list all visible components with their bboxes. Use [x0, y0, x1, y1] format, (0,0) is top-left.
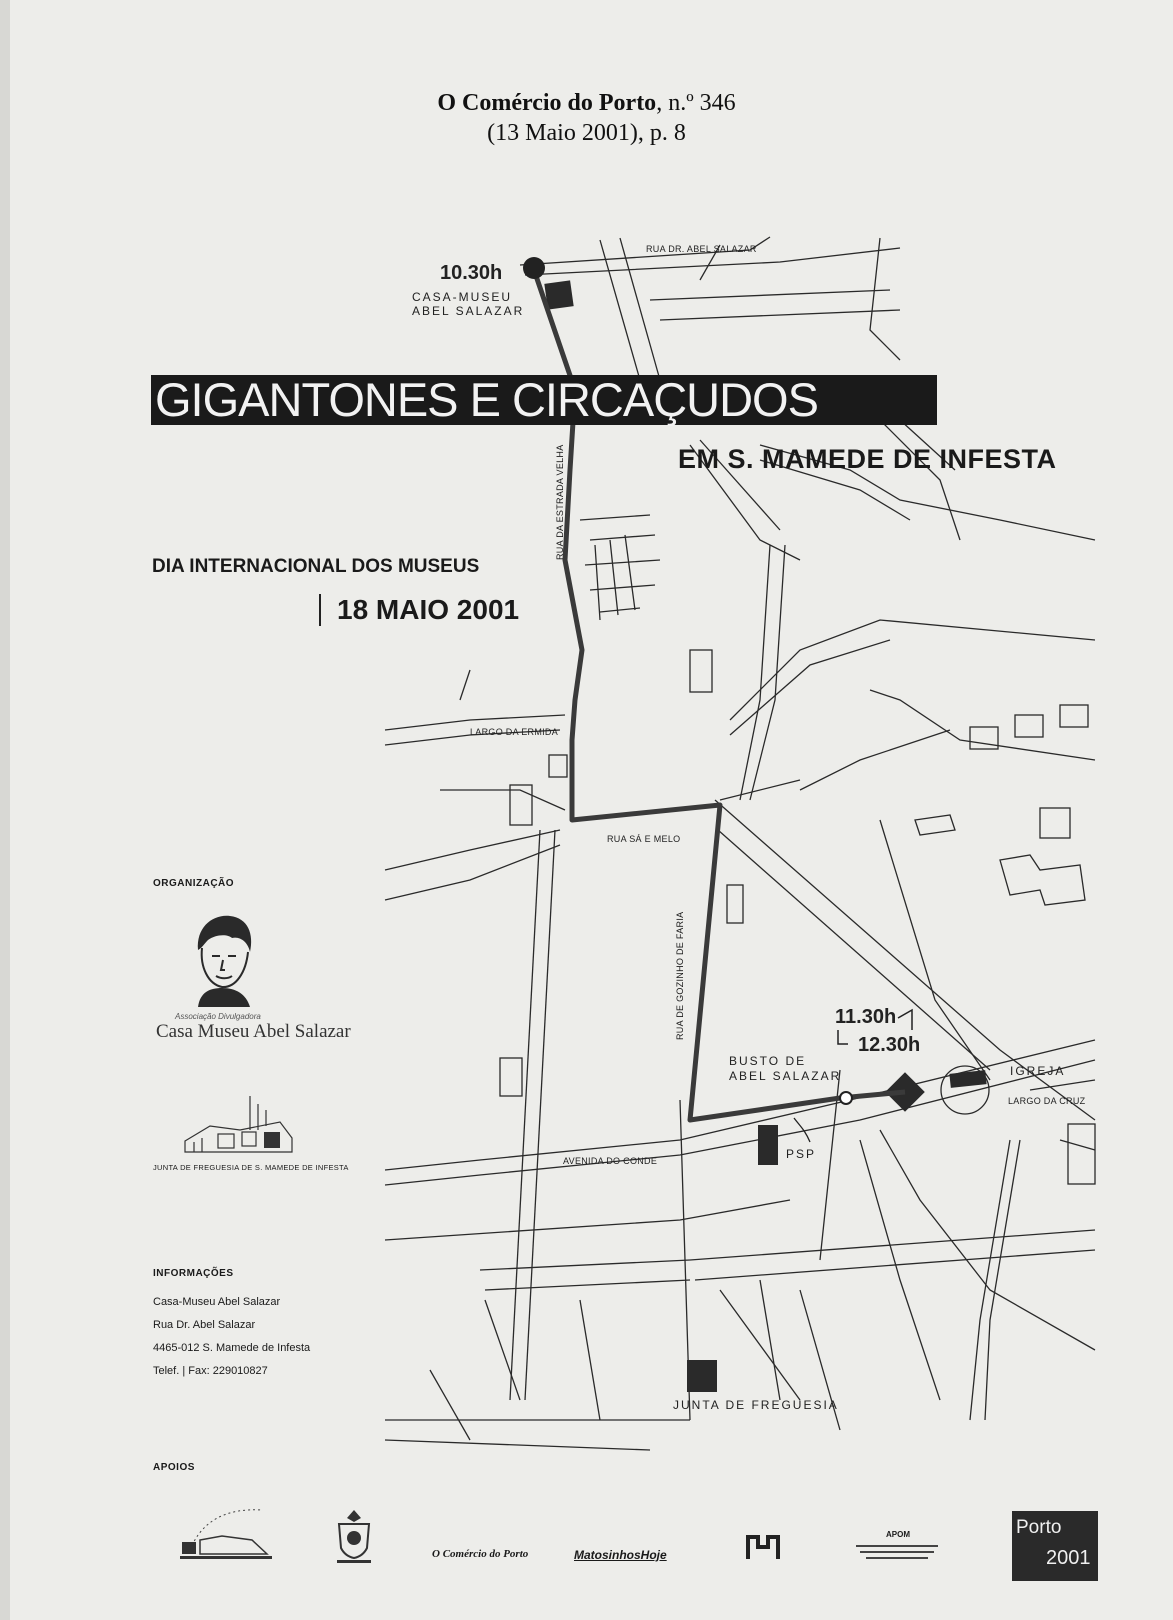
info-line-2: Rua Dr. Abel Salazar: [153, 1319, 256, 1331]
psp-building: [758, 1125, 778, 1165]
sponsor-apom-text-lines: [852, 1542, 942, 1564]
poster-day: DIA INTERNACIONAL DOS MUSEUS: [152, 556, 480, 577]
street-rua-gozinho-faria: RUA DE GOZINHO DE FARIA: [675, 911, 685, 1040]
busto-point: [840, 1092, 852, 1104]
largo-cruz-label: LARGO DA CRUZ: [1008, 1096, 1086, 1106]
museu-portrait: [188, 912, 258, 1007]
citation-issue: , n.º 346: [656, 90, 736, 116]
time-3: 12.30h: [858, 1034, 921, 1056]
info-line-3: 4465-012 S. Mamede de Infesta: [153, 1342, 311, 1354]
street-avenida-conde: AVENIDA DO CONDE: [563, 1156, 658, 1166]
citation-source: O Comércio do Porto: [437, 90, 657, 116]
time-2: 11.30h: [835, 1006, 897, 1028]
sponsor-museu-logo: [746, 1533, 780, 1561]
junta-name: JUNTA DE FREGUESIA DE S. MAMEDE DE INFESTA: [153, 1163, 349, 1172]
street-largo-ermida: LARGO DA ERMIDA: [470, 727, 559, 737]
sponsor-camara-logo: [172, 1500, 282, 1562]
sponsor-matosinhos: MatosinhosHoje: [574, 1548, 667, 1562]
sponsor-porto-2001: [1012, 1511, 1098, 1581]
street-rua-abel-salazar: RUA DR. ABEL SALAZAR: [646, 244, 757, 254]
psp-label: PSP: [786, 1147, 817, 1161]
sponsor-psp-logo: [331, 1508, 377, 1566]
map-buildings: [500, 515, 1095, 1184]
museu-association-label: Associação Divulgadora: [175, 1012, 261, 1021]
start-place-1: CASA-MUSEU: [412, 290, 513, 304]
porto-year: 2001: [1046, 1547, 1091, 1569]
junta-building: [687, 1360, 717, 1392]
casa-museu-building: [544, 280, 573, 309]
sponsor-apom: APOM: [886, 1530, 910, 1539]
junta-label: JUNTA DE FREGUESIA: [673, 1398, 839, 1412]
street-rua-sa-melo: RUA SÁ E MELO: [607, 834, 681, 844]
apoios-heading: APOIOS: [153, 1462, 195, 1473]
porto-label: Porto: [1016, 1517, 1062, 1538]
start-place-2: ABEL SALAZAR: [412, 304, 525, 318]
informacoes-heading: INFORMAÇÕES: [153, 1268, 234, 1279]
info-line-4: Telef. | Fax: 229010827: [153, 1365, 268, 1377]
busto-label-1: BUSTO DE: [729, 1054, 807, 1068]
poster-title: GIGANTONES E CIRCAÇUDOS: [151, 375, 937, 425]
organizacao-heading: ORGANIZAÇÃO: [153, 878, 235, 889]
start-time: 10.30h: [440, 262, 503, 284]
info-line-1: Casa-Museu Abel Salazar: [153, 1296, 281, 1308]
junta-logo-drawing: [180, 1086, 300, 1158]
street-rua-estrada-velha: RUA DA ESTRADA VELHA: [555, 444, 565, 560]
citation-line2: (13 Maio 2001), p. 8: [487, 120, 686, 146]
poster-subtitle: EM S. MAMEDE DE INFESTA: [678, 444, 1057, 474]
poster-date: 18 MAIO 2001: [319, 594, 519, 626]
start-marker: [523, 257, 545, 279]
busto-label-2: ABEL SALAZAR: [729, 1069, 842, 1083]
igreja-label: IGREJA: [1010, 1064, 1066, 1078]
sponsor-comercio: O Comércio do Porto: [432, 1548, 529, 1560]
museu-name: Casa Museu Abel Salazar: [156, 1021, 351, 1042]
